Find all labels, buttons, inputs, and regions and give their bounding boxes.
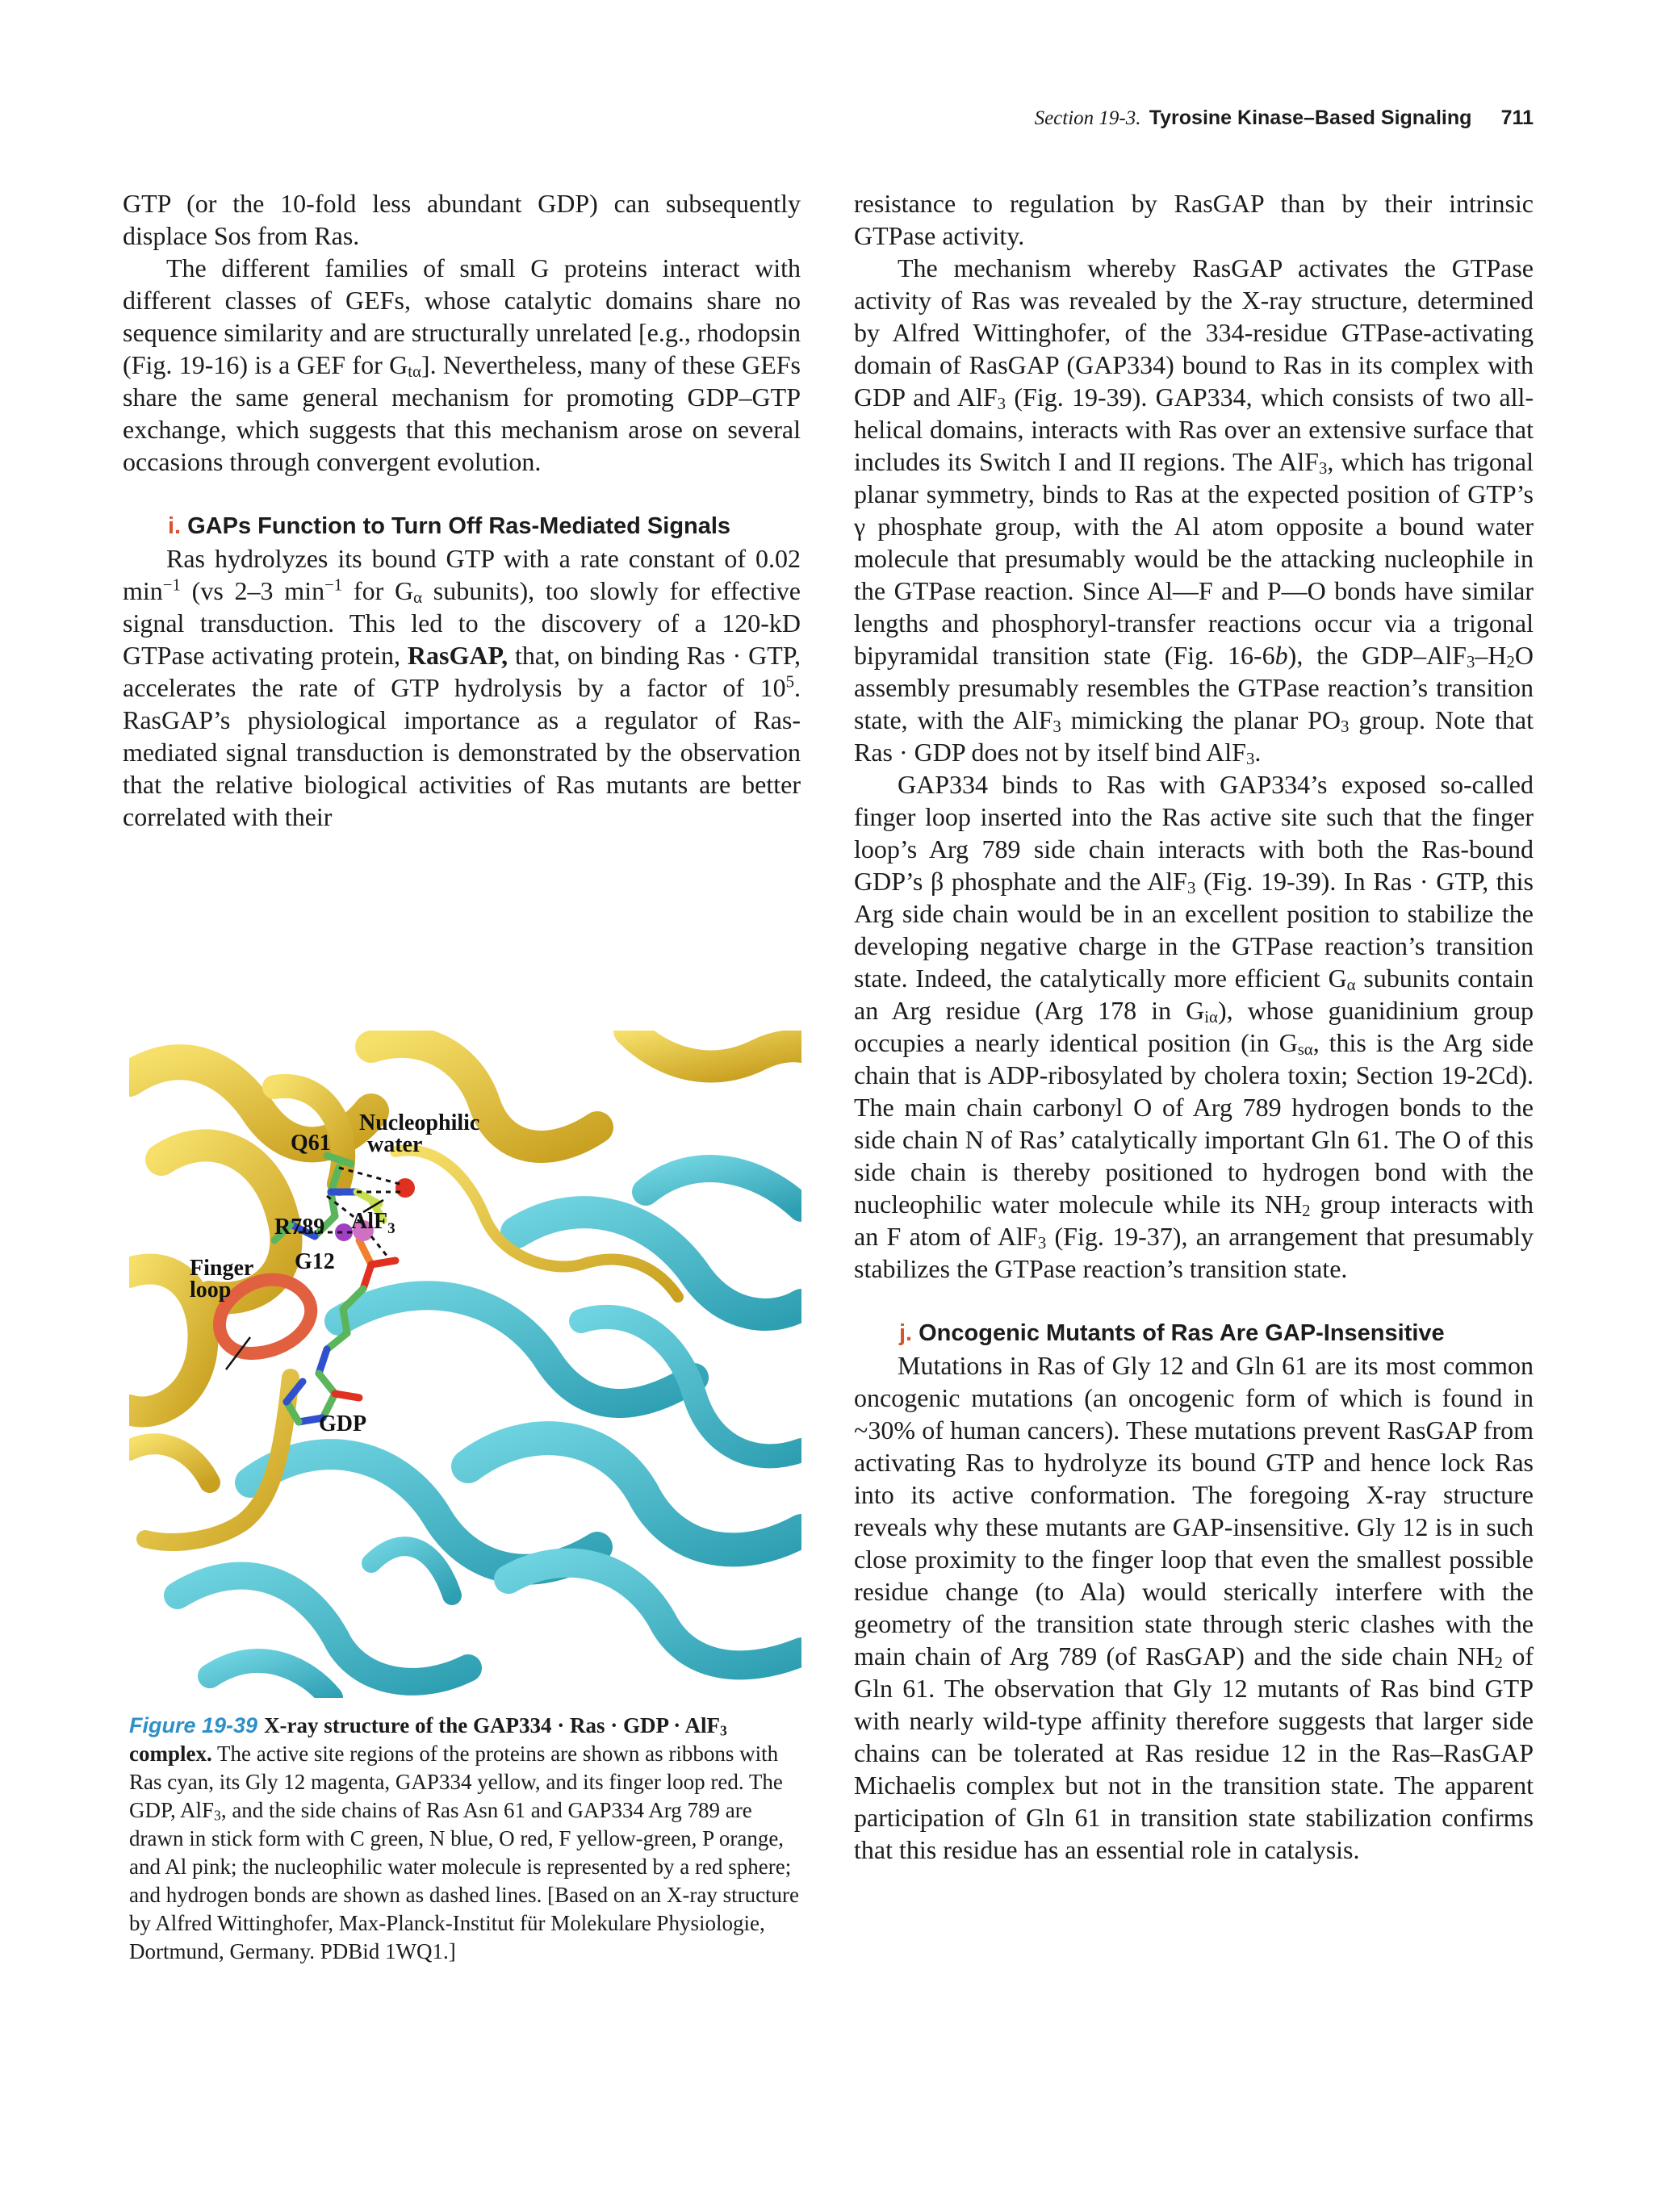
header-title: Tyrosine Kinase–Based Signaling — [1149, 107, 1472, 129]
label-water: water — [367, 1132, 423, 1157]
figure-19-39-structure — [129, 1031, 801, 1698]
subhead-oncogenic: j. Oncogenic Mutants of Ras Are GAP-Insensitive — [899, 1320, 1445, 1346]
label-q61: Q61 — [291, 1131, 331, 1156]
label-r789: R789 — [274, 1215, 325, 1240]
right-paragraph-1: resistance to regulation by RasGAP than by their intrinsic GTPase activity. — [854, 189, 1534, 250]
running-header — [1035, 107, 1534, 130]
label-nucleophilic: Nucleophilic — [359, 1110, 480, 1135]
subhead-gaps: i. GAPs Function to Turn Off Ras-Mediated Signals — [168, 513, 731, 539]
caption-title: X-ray structure of the GAP334 · Ras · GDP · AlF$_3$ complex. — [129, 1713, 727, 1766]
right-paragraph-2: The mechanism whereby RasGAP activates the GTPase activity of Ras was revealed by the X-ray structure, determined by Alfred Wittinghofer, of the 334-residue GTPase-activating domain of RasGAP (GAP334) bound to Ras in its complex with GDP and AlF$_3$ (Fig. 19-39). GAP334, which consists of two all-helical domains, interacts with Ras over an extensive surface that includes its Switch I and II regions. The AlF$_3$, which has trigonal planar symmetry, binds to Ras at the expected position of GTP’s γ phosphate group, with the Al atom opposite a bound water molecule that presumably would be the attacking nucleophile in the GTPase reaction. Since Al—F and P—O bonds have similar lengths and phosphoryl-transfer reactions occur via a trigonal bipyramidal transition state (Fig. 16-6b), the GDP–$AlF_3-H_2O$ assembly presumably resembles the GTPase reaction’s transition state, with the AlF$_3$ mimicking the planar $PO_3$ group. Note that Ras · GDP does not by itself bind AlF$_3$. — [854, 253, 1534, 769]
figure-label: Figure 19-39 — [129, 1713, 258, 1737]
right-column — [854, 187, 1534, 1866]
protein-structure-illustration — [129, 1031, 801, 1698]
figure-caption — [129, 1712, 807, 1966]
header-section: Section 19-3. — [1034, 107, 1141, 129]
label-finger: Finger — [190, 1256, 254, 1281]
page-number: 711 — [1500, 107, 1534, 129]
right-paragraph-3: GAP334 binds to Ras with GAP334’s exposed so-called finger loop inserted into the Ras active site such that the finger loop’s Arg 789 side chain interacts with both the Ras-bound GDP’s β phosphate and the AlF$_3$ (Fig. 19-39). In Ras · GTP, this Arg side chain would be in an excellent position to stabilize the developing negative charge in the GTPase reaction’s transition state. Indeed, the catalytically more efficient $G_\alpha$ subunits contain an Arg residue (Arg 178 in $G_{i\alpha}$), whose guanidinium group occupies a nearly identical position (in $G_{s\alpha}$, this is the Arg side chain that is ADP-ribosylated by cholera toxin; Section 19-2Cd). The main chain carbonyl O of Arg 789 hydrogen bonds to the side chain N of Ras’ catalytically important Gln 61. The O of this side chain is thereby positioned to hydrogen bond with the nucleophilic water molecule while its $NH_2$ group interacts with an F atom of AlF$_3$ (Fig. 19-37), an arrangement that presumably stabilizes the GTPase reaction’s transition state. — [854, 770, 1534, 1283]
left-paragraph-2: The different families of small G proteins interact with different classes of GEFs, whose catalytic domains share no sequence similarity and are structurally unrelated [e.g., rhodopsin (Fig. 19-16) is a GEF for $G_{t\alpha}$]. Nevertheless, many of these GEFs share the same general mechanism for promoting GDP–GTP exchange, which suggests that this mechanism arose on several occasions through convergent evolution. — [123, 253, 801, 476]
label-gdp: GDP — [319, 1411, 367, 1436]
left-paragraph-3: Ras hydrolyzes its bound GTP with a rate constant of 0.02 $\min^{-1} (vs$ 2–3 $\min^{-1}$ for $G_\alpha$ subunits), too slowly for effective signal transduction. This led to the discovery of a 120-kD GTPase activating protein, RasGAP, that, on binding Ras · GTP, accelerates the rate of GTP hydrolysis by a factor of $10^5$. RasGAP’s physiological importance as a regulator of Ras-mediated signal transduction is demonstrated by the observation that the relative biological activities of Ras mutants are better correlated with their — [123, 544, 801, 831]
label-g12: G12 — [295, 1249, 335, 1274]
label-loop: loop — [190, 1277, 232, 1303]
caption-body: The active site regions of the proteins are shown as ribbons with Ras cyan, its Gly 12 magenta, GAP334 yellow, and its finger loop red. The GDP, AlF$_3$, and the side chains of Ras Asn 61 and GAP334 Arg 789 are drawn in stick form with C green, N blue, O red, F yellow-green, P orange, and Al pink; the nucleophilic water molecule is represented by a red sphere; and hydrogen bonds are shown as dashed lines. [Based on an X-ray structure by Alfred Wittinghofer, Max-Planck-Institut für Molekulare Physiologie, Dortmund, Germany. PDBid 1WQ1.] — [129, 1742, 800, 1963]
left-column — [123, 187, 801, 833]
label-alf3: AlF$_3$ — [351, 1209, 395, 1237]
left-paragraph-1: GTP (or the 10-fold less abundant GDP) can subsequently displace Sos from Ras. — [123, 189, 801, 250]
nucleophilic-water-sphere — [395, 1178, 415, 1198]
right-paragraph-4: Mutations in Ras of Gly 12 and Gln 61 are its most common oncogenic mutations (an oncogenic form of which is found in ~30% of human cancers). These mutations prevent RasGAP from activating Ras to hydrolyze its bound GTP and hence lock Ras into its active conformation. The foregoing X-ray structure reveals why these mutants are GAP-insensitive. Gly 12 is in such close proximity to the finger loop that even the smallest possible residue change (to Ala) would sterically interfere with the geometry of the transition state through steric clashes with the main chain of Arg 789 (of RasGAP) and the side chain $NH_2$ of Gln 61. The observation that Gly 12 mutants of Ras bind GTP with nearly wild-type affinity therefore suggests that larger side chains can be tolerated at Ras residue 12 in the Ras–RasGAP Michaelis complex but not in the transition state. The apparent participation of Gln 61 in transition state stabilization confirms that this residue has an essential role in catalysis. — [854, 1351, 1534, 1864]
